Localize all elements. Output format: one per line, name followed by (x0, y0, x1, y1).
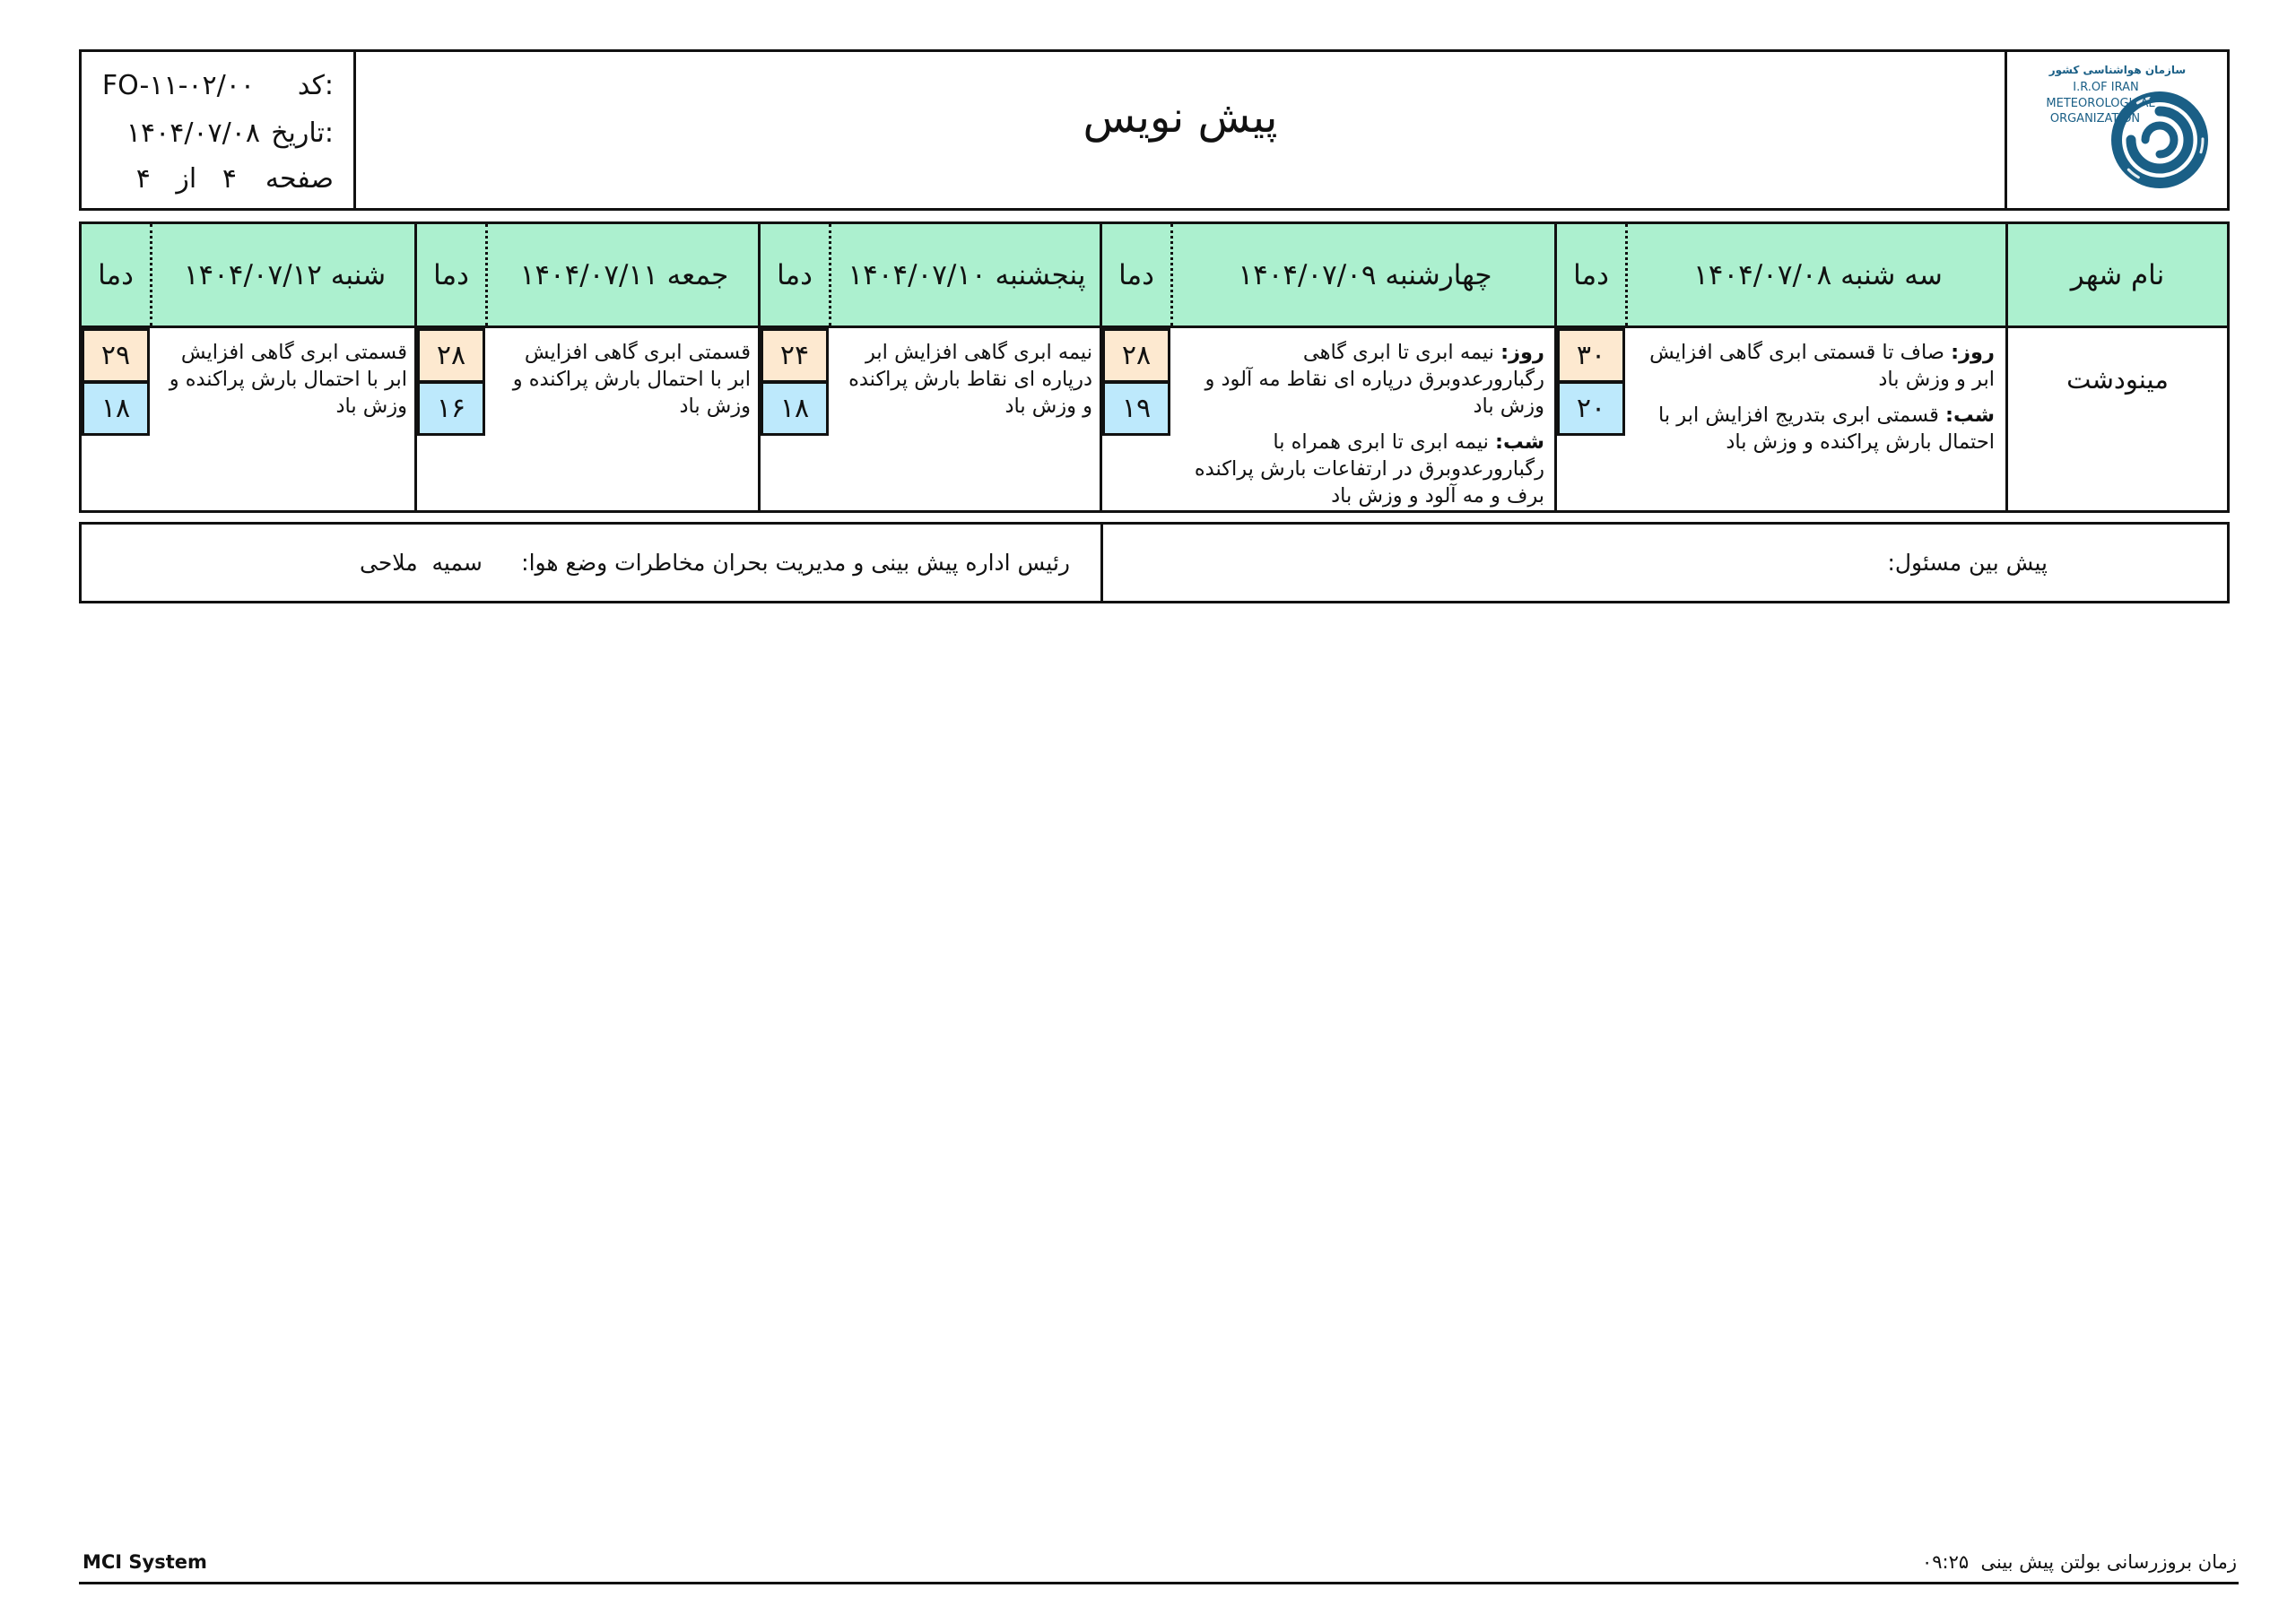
day5-text: قسمتی ابری گاهی افزایش ابر با احتمال بارش پراکنده و وزش باد (169, 341, 407, 418)
page-row (82, 160, 353, 199)
logo-text-line2: I.R.OF IRAN (2073, 81, 2139, 94)
code-row (82, 66, 353, 106)
day1-night-label: شب: (1945, 404, 1995, 427)
day1-header: سه شنبه ۱۴۰۴/۰۷/۰۸ (1693, 258, 1943, 291)
day1-min-temp: ۲۰ (1557, 381, 1625, 436)
city-column-header: نام شهر (2008, 224, 2227, 325)
logo-text-line3: METEOROLOGICAL (2046, 97, 2155, 110)
page-label: صفحه (265, 163, 334, 195)
day2-night-text: نیمه ابری تا ابری همراه با رگبارورعدوبرق در ارتفاعات بارش پراکنده برف و مه آلود و وزش باد (1194, 430, 1544, 508)
day5-forecast (161, 339, 407, 420)
forecaster-label: پیش بین مسئول: (1887, 550, 2048, 576)
day3-min-temp: ۱۸ (761, 381, 829, 436)
document-title: پیش نویس (1083, 92, 1278, 143)
dotted-divider (485, 224, 488, 325)
day3-header-cell (761, 224, 1102, 325)
signature-divider (1100, 525, 1103, 601)
day1-night-text: قسمتی ابری بتدریج افزایش ابر با احتمال بارش پراکنده و وزش باد (1658, 404, 1995, 454)
update-label: زمان بروزرسانی بولتن پیش بینی (1980, 1551, 2237, 1573)
day3-forecast (839, 339, 1092, 420)
day4-min-temp: ۱۶ (417, 381, 485, 436)
code-label: کد: (297, 70, 334, 101)
day3-temp-header: دما (777, 258, 813, 291)
date-label: تاریخ: (271, 117, 334, 149)
dotted-divider (150, 224, 152, 325)
day2-max-temp: ۲۸ (1102, 328, 1170, 383)
city-name: مینودشت (2066, 364, 2169, 395)
day4-forecast (496, 339, 751, 420)
head-name: سمیه ملاحی (360, 550, 483, 576)
day4-header-cell (417, 224, 761, 325)
code-value: FO-۱۱-۰۲/۰۰ (101, 70, 255, 101)
day4-max-temp: ۲۸ (417, 328, 485, 383)
day1-max-temp: ۳۰ (1557, 328, 1625, 383)
page-value: ۴ از ۴ (135, 163, 237, 195)
date-row (82, 114, 353, 153)
date-value: ۱۴۰۴/۰۷/۰۸ (126, 117, 260, 149)
day4-temp-header: دما (433, 258, 469, 291)
day1-temp-header: دما (1573, 258, 1609, 291)
logo-cell (2005, 52, 2227, 208)
day2-night-label: شب: (1495, 430, 1544, 454)
day2-temp-header: دما (1118, 258, 1154, 291)
day1-day-text: صاف تا قسمتی ابری گاهی افزایش ابر و وزش باد (1649, 341, 1995, 391)
day5-header-cell (82, 224, 417, 325)
dotted-divider (829, 224, 831, 325)
forecast-table (79, 221, 2230, 513)
day5-temp-header: دما (98, 258, 134, 291)
bulletin-header (79, 49, 2230, 211)
head-label: رئیس اداره پیش بینی و مدیریت بحران مخاطرات وضع هوا: (521, 550, 1070, 576)
day1-forecast (1638, 339, 1995, 456)
day4-text: قسمتی ابری گاهی افزایش ابر با احتمال بارش پراکنده و وزش باد (512, 341, 751, 418)
meteorological-organization-logo (2007, 52, 2227, 208)
day2-day-text: نیمه ابری تا ابری گاهی رگبارورعدوبرق درپاره ای نقاط مه آلود و وزش باد (1205, 341, 1544, 418)
logo-text-line4: ORGANIZATION (2049, 112, 2141, 126)
system-name: MCI System (83, 1551, 207, 1573)
day5-header: شنبه ۱۴۰۴/۰۷/۱۲ (183, 258, 387, 291)
day3-text: نیمه ابری گاهی افزایش ابر درپاره ای نقاط بارش پراکنده و وزش باد (848, 341, 1092, 418)
day2-header: چهارشنبه ۱۴۰۴/۰۷/۰۹ (1238, 258, 1492, 291)
day3-max-temp: ۲۴ (761, 328, 829, 383)
day5-min-temp: ۱۸ (82, 381, 150, 436)
day2-forecast (1183, 339, 1544, 509)
document-meta (82, 52, 356, 208)
day1-day-label: روز: (1951, 341, 1995, 364)
dotted-divider (1170, 224, 1173, 325)
day2-day-label: روز: (1500, 341, 1544, 364)
footer-rule (79, 1582, 2239, 1584)
day2-min-temp: ۱۹ (1102, 381, 1170, 436)
day5-max-temp: ۲۹ (82, 328, 150, 383)
dotted-divider (1625, 224, 1628, 325)
day3-header: پنجشنبه ۱۴۰۴/۰۷/۱۰ (848, 258, 1086, 291)
update-time: ۰۹:۲۵ (1921, 1551, 1970, 1573)
logo-text-persian: سازمان هواشناسی کشور (2048, 64, 2187, 76)
day4-header: جمعه ۱۴۰۴/۰۷/۱۱ (519, 258, 729, 291)
signature-row (79, 522, 2230, 603)
update-info (1922, 1551, 2237, 1573)
